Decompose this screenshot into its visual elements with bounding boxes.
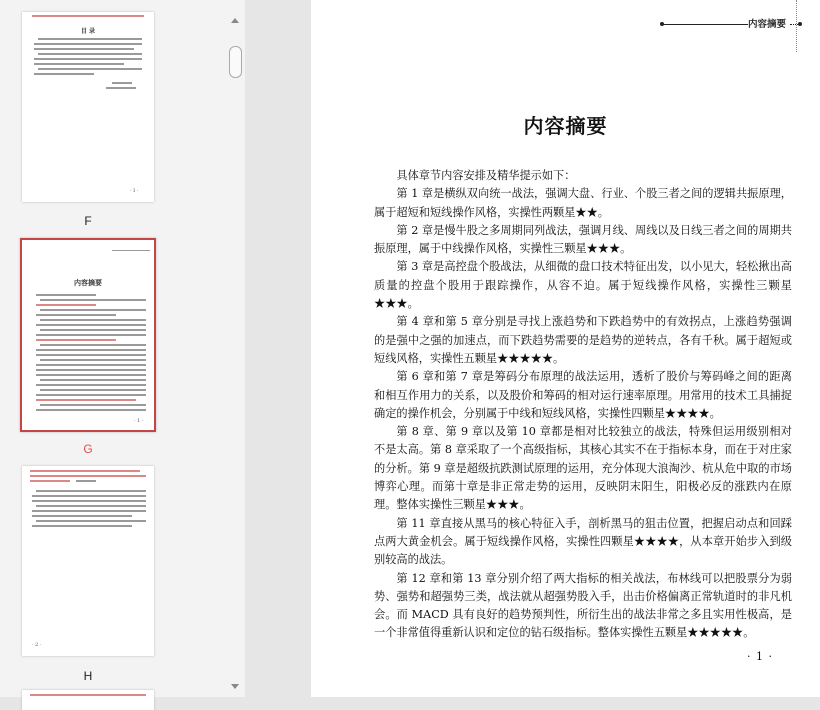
scroll-up-arrow-icon[interactable] (231, 18, 239, 23)
thumbnail-label-h: H (83, 669, 93, 683)
document-page (311, 0, 820, 697)
thumbnail-pane (0, 0, 245, 697)
body-paragraph: 第 2 章是慢牛股之多周期同列战法，强调月线、周线以及日线三者之间的周期共振原理，属于中线操作风格，实操性三颗星★★★。 (374, 223, 792, 256)
body-paragraph: 第 12 章和第 13 章分别介绍了两大指标的相关战法，布林线可以把股票分为弱势、强势和超强势三类，战法就从超强势股入手，出击价格偏离正常轨道时的非凡机会。而 MACD 具有良好的趋势预判性，所衍生出的战法非常之多且实用性极高，是一个非常值得重新认识和定位的钻石级指标。整体实操性五颗星★★★★★。 (374, 571, 792, 640)
document-body (374, 167, 792, 643)
page-thumbnail-g[interactable] (20, 238, 156, 432)
body-paragraph: 第 1 章是横纵双向统一战法，强调大盘、行业、个股三者之间的逻辑共振原理，属于超短和短线操作风格，实操性两颗星★★。 (374, 187, 792, 219)
thumbnail-page-number: · I · (130, 188, 139, 194)
page-title: 内容摘要 (523, 114, 608, 138)
scroll-down-arrow-icon[interactable] (231, 684, 239, 689)
page-thumbnail-h[interactable] (22, 466, 154, 656)
running-head (662, 16, 802, 34)
document-view[interactable] (245, 0, 820, 697)
scrollbar-thumb[interactable] (229, 46, 242, 78)
thumbnail-label-g: G (83, 442, 93, 456)
running-head-text: 内容摘要 (748, 19, 787, 30)
thumbnail-title: 目 录 (80, 28, 96, 35)
page-thumbnail-f[interactable] (22, 12, 154, 202)
margin-dotted-line (796, 0, 797, 52)
body-paragraph: 第 3 章是高控盘个股战法，从细微的盘口技术特征出发，以小见大，轻松揪出高质量的控盘个股用于跟踪操作，从容不迫。属于短线操作风格，实操性三颗星★★★。 (374, 260, 792, 311)
body-paragraph: 第 4 章和第 5 章分别是寻找上涨趋势和下跌趋势中的有效拐点，上涨趋势强调的是强中之强的加速点，而下跌趋势需要的是趋势的逆转点，各有千秋。属于超短或短线风格，实操性五颗星★★★★★。 (374, 315, 792, 365)
intro-paragraph: 具体章节内容安排及精华提示如下： (396, 169, 576, 182)
thumbnail-page-number: · 1 · (134, 418, 144, 424)
page-number: · 1 · (747, 650, 773, 663)
thumbnail-scrollbar[interactable] (228, 12, 242, 697)
body-paragraph: 第 11 章直接从黑马的核心特征入手，剖析黑马的狙击位置，把握启动点和回踩点两大黄金机会。属于短线操作风格，实操性四颗星★★★★，从本章开始步入到级别较高的战法。 (374, 516, 792, 567)
running-head-rule (662, 24, 748, 25)
running-head-dot-icon (798, 22, 802, 26)
page-thumbnail-next[interactable] (22, 690, 154, 710)
thumbnail-title: 内容摘要 (74, 278, 102, 287)
thumbnail-page-number: · 2 · (32, 642, 42, 648)
thumbnail-label-f: F (84, 214, 92, 228)
body-paragraph: 第 8 章、第 9 章以及第 10 章都是相对比较独立的战法，特殊但运用级别相对不是太高。第 8 章采取了一个高级指标，其核心其实不在于指标本身，而在于对庄家的分析。第 9 章是超级抗跌测试原理的运用，充分体现大浪淘沙、杭从危中取的市场博弈心理。而第十章是非正常走势的运用，反映阴末阳生，阳极必反的涨跌内在原理。整体实操性三颗星★★★。 (374, 425, 792, 512)
body-paragraph: 第 6 章和第 7 章是筹码分布原理的战法运用，透析了股价与筹码峰之间的距离和相互作用力的关系，以及股价和筹码的相对运行速率原理。用常用的技术工具捕捉确定的操作机会，分别属于中线和短线风格，实操性四颗星★★★★。 (374, 370, 792, 420)
